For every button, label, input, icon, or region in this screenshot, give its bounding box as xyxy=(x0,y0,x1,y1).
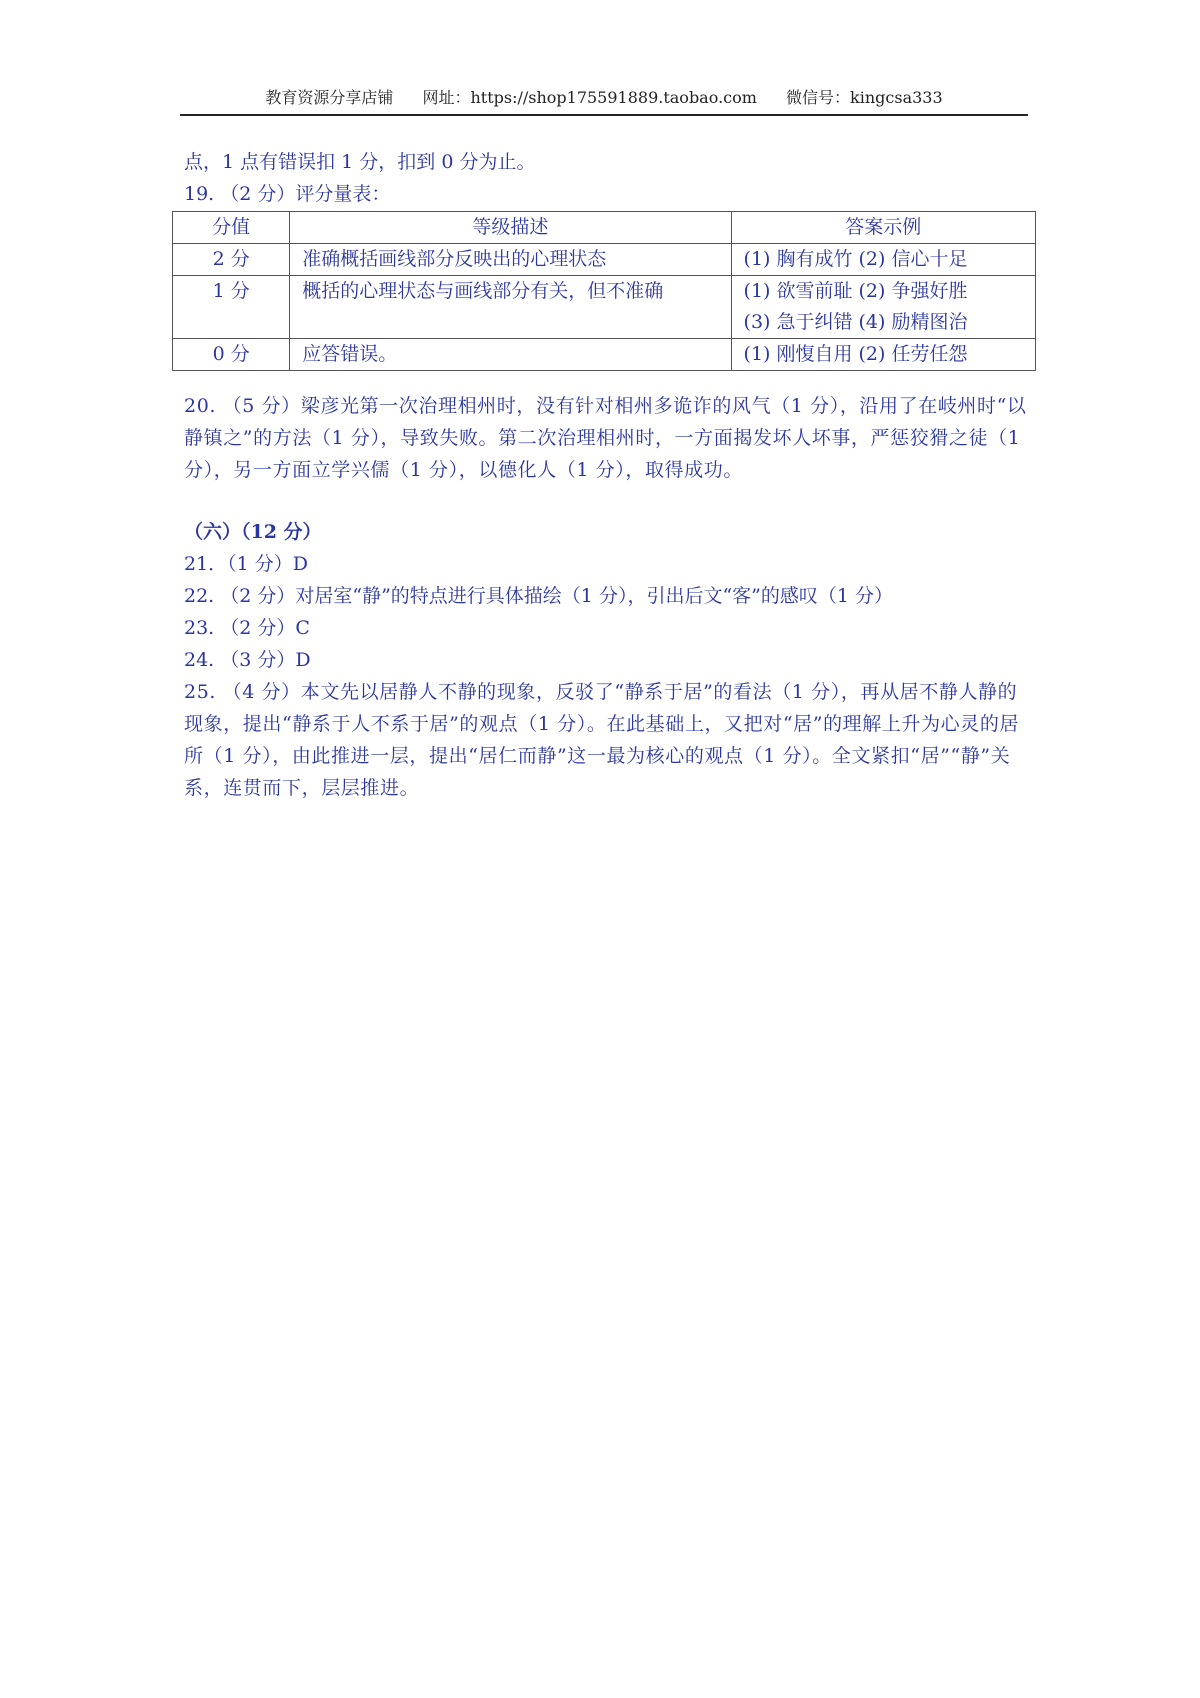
example-line: (1) 欲雪前耻 (2) 争强好胜 xyxy=(743,280,968,302)
table-row xyxy=(173,276,1036,339)
row-score: 2 分 xyxy=(173,244,290,276)
example-line: (3) 急于纠错 (4) 励精图治 xyxy=(743,311,968,333)
header-description: 等级描述 xyxy=(290,212,731,244)
intro-line: 点，1 点有错误扣 1 分，扣到 0 分为止。 xyxy=(184,151,536,173)
q19-title: 19. （2 分）评分量表： xyxy=(184,183,391,205)
q22-answer: 22. （2 分）对居室“静”的特点进行具体描绘（1 分），引出后文“客”的感叹（1 分） xyxy=(184,585,893,607)
q20-answer: 20. （5 分）梁彦光第一次治理相州时，没有针对相州多诡诈的风气（1 分），沿用了在岐州时“以静镇之”的方法（1 分），导致失败。第二次治理相州时，一方面揭发坏人坏事，严惩狡猾之徒（1 分），另一方面立学兴儒（1 分），以德化人（1 分），取得成功。 xyxy=(184,395,1027,481)
row-score: 0 分 xyxy=(173,339,290,371)
header-shop-name: 教育资源分享店铺 xyxy=(265,88,394,107)
row-description: 概括的心理状态与画线部分有关，但不准确 xyxy=(290,276,731,339)
header-url[interactable]: 网址：https://shop175591889.taobao.com xyxy=(422,88,757,107)
row-description: 准确概括画线部分反映出的心理状态 xyxy=(290,244,731,276)
row-examples xyxy=(731,276,1035,339)
row-description: 应答错误。 xyxy=(290,339,731,371)
header-wechat: 微信号：kingcsa333 xyxy=(786,88,943,107)
answer-content xyxy=(184,146,1028,804)
table-row xyxy=(173,339,1036,371)
example-line: (1) 胸有成竹 (2) 信心十足 xyxy=(743,248,968,270)
page-header xyxy=(180,86,1028,116)
q23-answer: 23. （2 分）C xyxy=(184,617,310,639)
section-six-heading: （六）（12 分） xyxy=(184,521,322,543)
row-examples xyxy=(731,244,1035,276)
q25-answer: 25. （4 分）本文先以居静人不静的现象，反驳了“静系于居”的看法（1 分），再从居不静人静的现象，提出“静系于人不系于居”的观点（1 分）。在此基础上，又把对“居”的理解上升为心灵的居所（1 分），由此推进一层，提出“居仁而静”这一最为核心的观点（1 分）。全文紧扣“居”“静”关系，连贯而下，层层推进。 xyxy=(184,681,1020,799)
header-score: 分值 xyxy=(173,212,290,244)
row-score: 1 分 xyxy=(173,276,290,339)
table-header-row xyxy=(173,212,1036,244)
example-line: (1) 刚愎自用 (2) 任劳任怨 xyxy=(743,343,968,365)
q21-answer: 21．（1 分）D xyxy=(184,553,309,575)
table-row xyxy=(173,244,1036,276)
q24-answer: 24. （3 分）D xyxy=(184,649,311,671)
row-examples xyxy=(731,339,1035,371)
header-examples: 答案示例 xyxy=(731,212,1035,244)
scoring-rubric-table xyxy=(172,211,1036,371)
